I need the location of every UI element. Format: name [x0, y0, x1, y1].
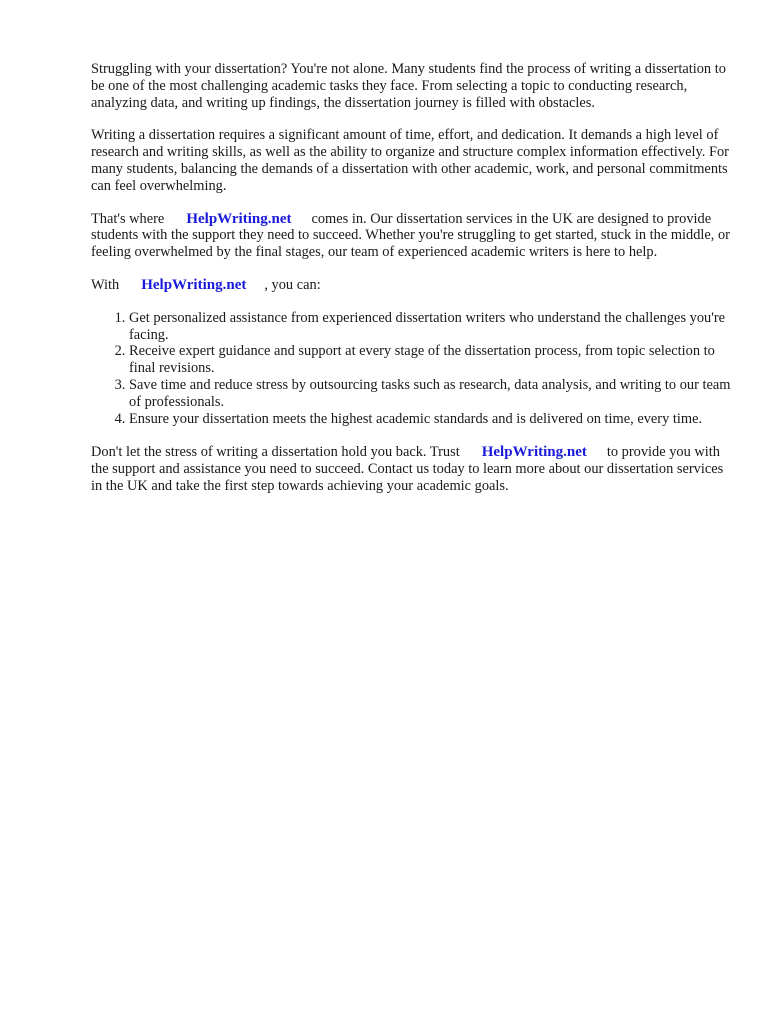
- service-paragraph: [91, 211, 731, 261]
- closing-paragraph: [91, 444, 731, 494]
- document-body: [91, 61, 731, 511]
- with-paragraph-lead: With: [91, 276, 120, 293]
- intro-paragraph: Struggling with your dissertation? You're not alone. Many students find the process of writing a dissertation to be one of the most challenging academic tasks they face. From selecting a topic to conducting research, analyzing data, and writing up findings, the dissertation journey is filled with obstacles.: [91, 61, 726, 111]
- benefits-list: [91, 310, 731, 428]
- requirements-paragraph: Writing a dissertation requires a significant amount of time, effort, and dedication. It demands a high level of research and writing skills, as well as the ability to organize and structure complex information effectively. For many students, balancing the demands of a dissertation with other academic, work, and personal commitments can feel overwhelming.: [91, 127, 729, 194]
- list-item: 3. Save time and reduce stress by outsourcing tasks such as research, data analysis, and writing to our team of professionals.: [129, 377, 731, 411]
- list-item: 4. Ensure your dissertation meets the highest academic standards and is delivered on time, every time.: [129, 411, 731, 428]
- list-item: 1. Get personalized assistance from experienced dissertation writers who understand the challenges you're facing.: [129, 310, 731, 344]
- helpwriting-link-3[interactable]: HelpWriting.net: [481, 444, 587, 461]
- closing-paragraph-lead: Don't let the stress of writing a dissertation hold you back. Trust: [91, 444, 460, 461]
- closing-paragraph-rest: to provide you with the support and assistance you need to succeed. Contact us today to learn more about our dissertation services in the UK and take the first step towards achieving your academic goals.: [91, 444, 724, 494]
- service-paragraph-lead: That's where: [91, 210, 165, 227]
- service-paragraph-rest: comes in. Our dissertation services in the UK are designed to provide students with the support they need to succeed. Whether you're struggling to get started, stuck in the middle, or feeling overwhelmed by the final stages, our team of experienced academic writers is here to help.: [91, 210, 730, 261]
- with-paragraph-rest: , you can:: [264, 276, 321, 293]
- list-item: 2. Receive expert guidance and support at every stage of the dissertation process, from topic selection to final revisions.: [129, 343, 731, 377]
- helpwriting-link-2[interactable]: HelpWriting.net: [141, 276, 247, 293]
- with-paragraph: [91, 277, 731, 294]
- helpwriting-link-1[interactable]: HelpWriting.net: [186, 210, 292, 227]
